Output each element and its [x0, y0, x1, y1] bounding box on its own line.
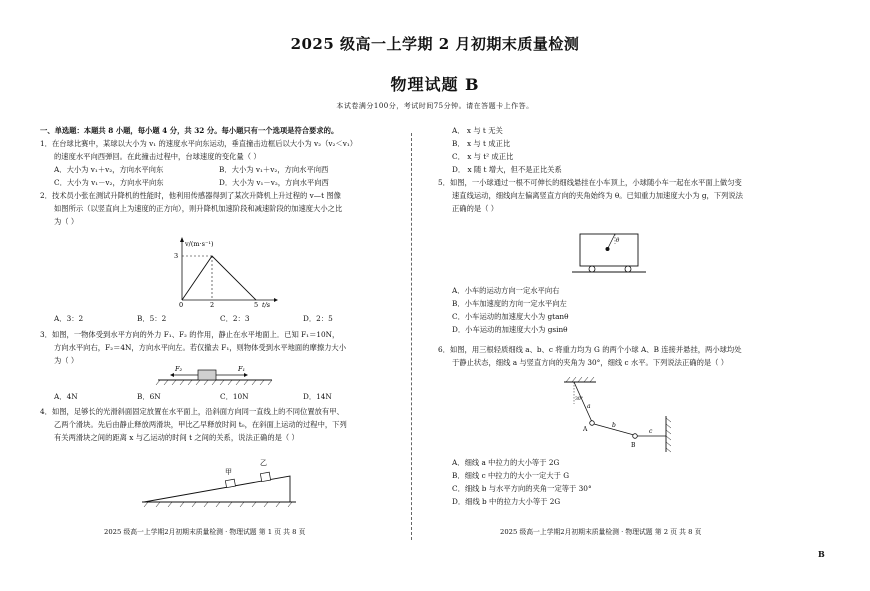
- q6-option-c: C．细线 b 与水平方向的夹角一定等于 30°: [452, 484, 592, 493]
- left-footer: 2025 级高一上学期2月初期末质量检测 · 物理试题 第 1 页 共 8 页: [104, 528, 306, 536]
- column-divider: [411, 133, 412, 540]
- q3-line-1: 3．如图，一物体受到水平方向的外力 F₁、F₂ 的作用，静止在水平地面上．已知 F₁＝10N，: [40, 330, 340, 339]
- q4-option-a: A． x 与 t 无关: [452, 126, 503, 135]
- q3-options: [54, 390, 363, 403]
- q2-graph-xlabel: t/s: [262, 301, 271, 308]
- q3-line-2: 方向水平向右，F₂＝4N，方向水平向左。若仅撤去 F₁，则物体受到水平地面的摩擦力大小: [54, 343, 347, 352]
- q1-line-1: 1．在台球比赛中，某球以大小为 v₁ 的速度水平向东运动，垂直撞击边框后以大小为 v₂（v₂＜v₁）: [40, 139, 358, 148]
- q2-option-b: B．5：2: [137, 314, 167, 323]
- q4-line-1: 4．如图，足够长的光滑斜面固定放置在水平面上，沿斜面方向同一直线上的不同位置放有甲、: [40, 407, 344, 416]
- q1-option-a: A．大小为 v₁＋v₂，方向水平向东: [54, 165, 164, 174]
- q6-option-b: B．细线 c 中拉力的大小一定大于 G: [452, 471, 570, 480]
- q5-line-2: 速直线运动，细线向左偏离竖直方向的夹角始终为 θ。已知重力加速度大小为 g，下列说法: [452, 191, 743, 200]
- corner-mark: B: [818, 549, 825, 559]
- q3-block-body: [198, 370, 216, 380]
- q3-force-figure: [150, 362, 280, 390]
- q3-option-a: A．4N: [54, 392, 78, 401]
- q6-label-ball-b: B: [631, 442, 636, 449]
- q2-graph-x2: 2: [210, 301, 215, 308]
- q1-options-row-2: [40, 176, 384, 189]
- q6-string-figure: [560, 376, 680, 454]
- q2-line-3: 为（ ）: [54, 217, 79, 226]
- q2-graph-ylabel: v/(m·s⁻¹): [185, 240, 214, 248]
- q4-label-yi: 乙: [260, 459, 267, 467]
- q4-line-2: 乙两个滑块。先后由静止释放两滑块，甲比乙早释放时间 t₀，在斜面上运动的过程中，下列: [54, 420, 347, 429]
- q6-line-1: 6．如图，用三根轻质细线 a、b、c 将重力均为 G 的两个小球 A、B 连接并悬挂，两小球均处: [438, 345, 742, 354]
- q2-graph-x5: 5: [254, 301, 259, 308]
- q4-options: [452, 124, 562, 176]
- q4-option-d: D． x 随 t 增大，但不是正比关系: [452, 165, 562, 174]
- q3-option-d: D．14N: [303, 392, 332, 401]
- q2-graph-y3: 3: [174, 252, 179, 260]
- q5-options: [452, 284, 569, 336]
- q6-label-b: b: [612, 422, 616, 429]
- q6-label-c: c: [649, 428, 653, 435]
- q6-options: [452, 456, 592, 508]
- q4-incline-figure: [140, 450, 300, 508]
- q3-label-f2: F₂: [175, 365, 183, 373]
- q6-option-d: D．细线 b 中的拉力大小等于 2G: [452, 497, 561, 506]
- q5-cart-figure: [570, 226, 650, 276]
- q3-option-b: B．6N: [137, 392, 161, 401]
- section-heading: 一、单选题：本题共 8 小题，每小题 4 分，共 32 分。每小题只有一个选项是符合要求的。: [40, 126, 339, 135]
- q4-label-jia: 甲: [225, 468, 232, 476]
- q3-line-3: 为（ ）: [54, 356, 79, 365]
- q2-option-d: D．2：5: [303, 314, 333, 323]
- q1-option-b: B．大小为 v₁＋v₂，方向水平向西: [219, 165, 329, 174]
- left-column: [40, 124, 384, 228]
- q3-option-c: C．10N: [220, 392, 249, 401]
- q2-vt-graph: [170, 236, 280, 308]
- q5-option-a: A．小车的运动方向一定水平向右: [452, 286, 560, 295]
- right-footer: 2025 级高一上学期2月初期末质量检测 · 物理试题 第 2 页 共 8 页: [500, 528, 702, 536]
- q6-label-a: a: [587, 403, 591, 410]
- exam-subtitle: 物理试题 B: [390, 75, 480, 94]
- q2-option-c: C．2：3: [220, 314, 250, 323]
- q3-label-f1: F₁: [238, 365, 246, 373]
- q4-block: [40, 405, 347, 444]
- q5-option-b: B．小车加速度的方向一定水平向左: [452, 299, 567, 308]
- exam-title: 2025 级高一上学期 2 月初期末质量检测: [290, 35, 580, 53]
- q2-option-a: A．3：2: [54, 314, 84, 323]
- q2-line-1: 2．技术员小张在测试升降机的性能时，他利用传感器得到了某次升降机上升过程的 v—t 图像: [40, 191, 341, 200]
- q6-line-2: 于静止状态，细线 a 与竖直方向的夹角为 30°，细线 c 水平。下列说法正确的是（ ）: [452, 358, 729, 367]
- q1-options-row-1: [40, 163, 384, 176]
- q2-options: [54, 312, 363, 325]
- q4-option-b: B． x 与 t 成正比: [452, 139, 511, 148]
- q6-label-ball-a: A: [583, 426, 588, 433]
- q1-option-c: C．大小为 v₁－v₂，方向水平向东: [54, 178, 164, 187]
- q4-option-c: C． x 与 t² 成正比: [452, 152, 514, 161]
- q5-line-3: 正确的是（ ）: [452, 204, 499, 213]
- q5-option-d: D．小车运动的加速度大小为 gsinθ: [452, 325, 568, 334]
- q6-block: [438, 343, 742, 369]
- q5-line-1: 5．如图，一小球通过一根不可伸长的细线悬挂在小车顶上，小球随小车一起在水平面上做匀变: [438, 178, 742, 187]
- q5-option-c: C．小车运动的加速度大小为 gtanθ: [452, 312, 569, 321]
- q6-option-a: A．细线 a 中拉力的大小等于 2G: [452, 458, 560, 467]
- q1-option-d: D．大小为 v₁－v₂，方向水平向西: [219, 178, 329, 187]
- q4-line-3: 有关两滑块之间的距离 x 与乙运动的时间 t 之间的关系，说法正确的是（ ）: [54, 433, 299, 442]
- q2-graph-x0: 0: [179, 301, 184, 308]
- q5-label-theta: θ: [616, 238, 620, 244]
- q1-line-2: 的速度水平向西弹回。在此撞击过程中，台球速度的变化量（ ）: [54, 152, 261, 161]
- q6-label-angle: 30°: [575, 397, 583, 402]
- q5-block: [438, 176, 743, 215]
- exam-note: 本试卷满分100分，考试时间75分钟。请在答题卡上作答。: [336, 102, 534, 110]
- q2-line-2: 如图所示（以竖直向上为速度的正方向），则升降机加速阶段和减速阶段的加速度大小之比: [54, 204, 343, 213]
